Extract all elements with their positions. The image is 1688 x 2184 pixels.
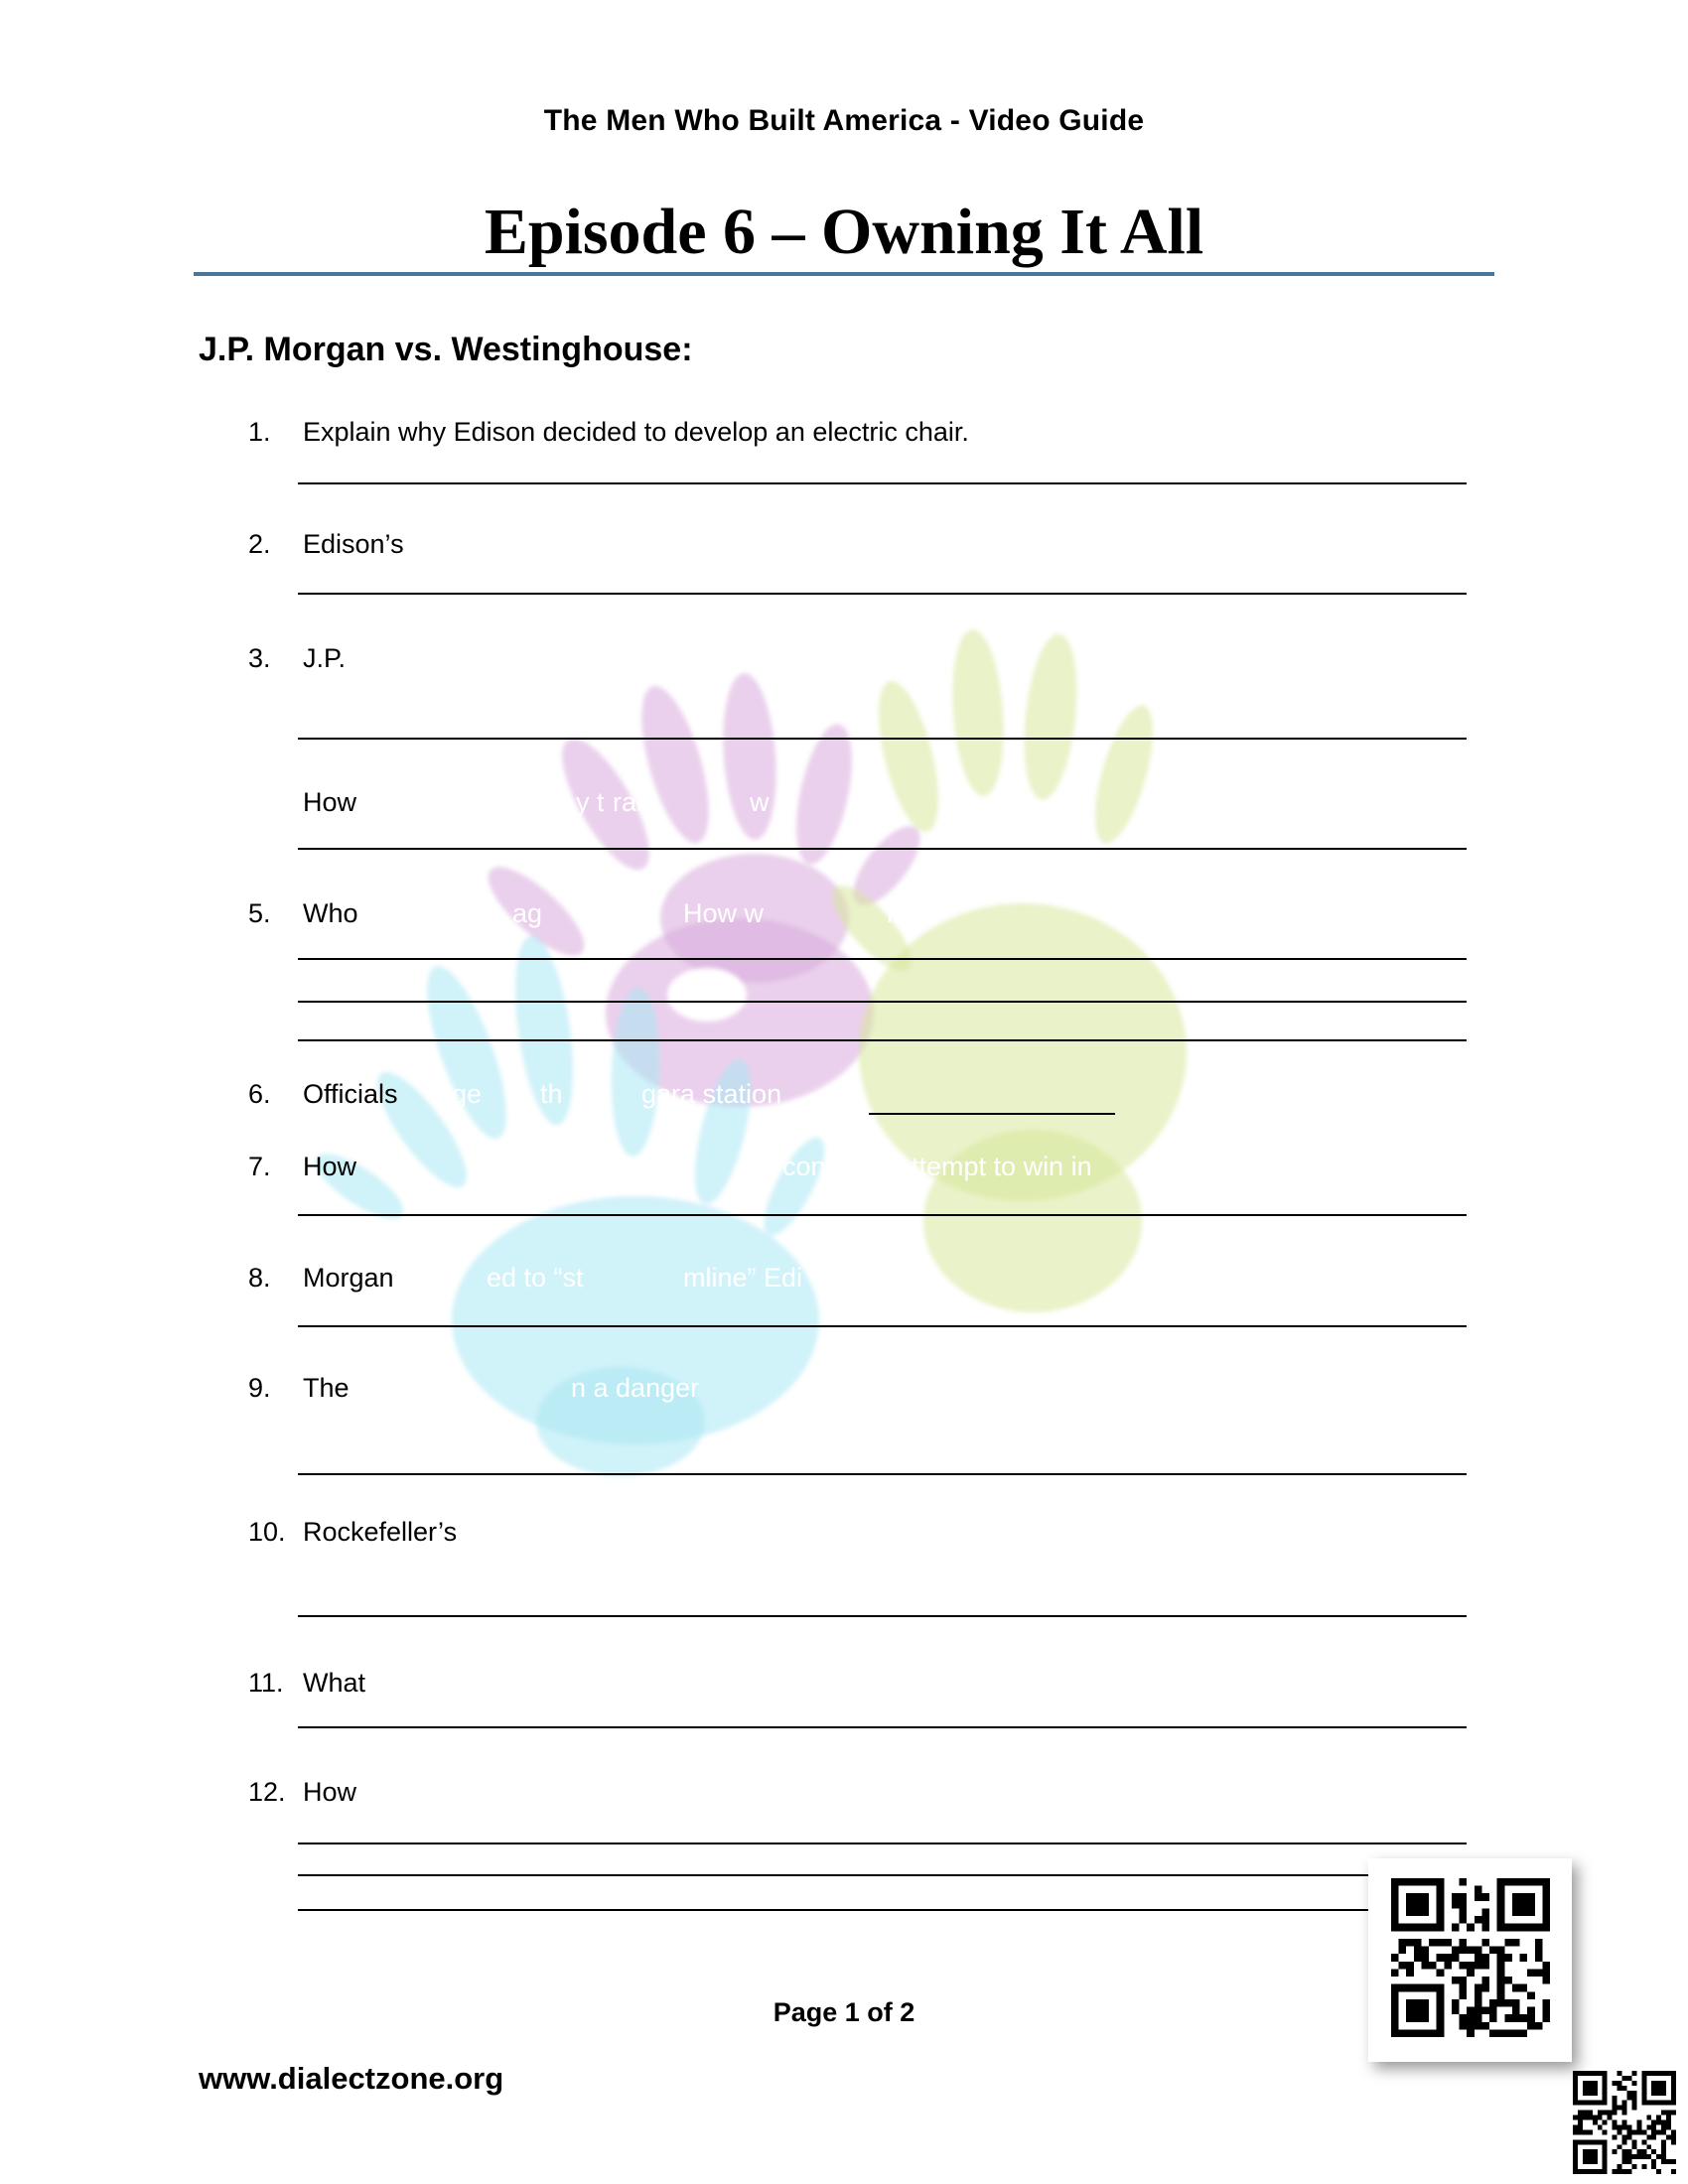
- answer-line: [298, 1843, 1467, 1844]
- answer-line: [298, 958, 1467, 960]
- question-text: The: [303, 1373, 350, 1403]
- question-text: Explain why Edison decided to develop an electric chair.: [303, 417, 969, 447]
- answer-line-short: [869, 1113, 1115, 1115]
- answer-line: [298, 593, 1467, 595]
- qr-card: [1368, 1858, 1572, 2062]
- answer-line: [298, 1726, 1467, 1728]
- question-text: Edison’s: [303, 529, 404, 559]
- hidden-text-fragment: mline” Edi: [683, 1263, 803, 1293]
- question-text: J.P.: [303, 643, 347, 673]
- question-number: 2.: [248, 529, 271, 559]
- question-number: 6.: [248, 1079, 271, 1109]
- hidden-text-fragment: w: [750, 787, 770, 817]
- page-number: Page 1 of 2: [773, 1997, 915, 2027]
- website-url: www.dialectzone.org: [199, 2061, 504, 2096]
- qr-code-large: [1391, 1878, 1550, 2042]
- answer-line: [298, 482, 1467, 484]
- answer-line: [298, 1001, 1467, 1003]
- answer-line: [298, 1473, 1467, 1475]
- question-text: Who: [303, 898, 358, 928]
- hidden-text-fragment: gara station: [641, 1079, 782, 1109]
- question-number: 5.: [248, 898, 271, 928]
- answer-line: [298, 1615, 1467, 1617]
- hidden-text-fragment: th: [540, 1079, 563, 1109]
- answer-line: [298, 1214, 1467, 1216]
- question-number: 10.: [248, 1517, 286, 1547]
- hidden-text-fragment: in: [887, 898, 909, 928]
- question-number: 9.: [248, 1373, 271, 1403]
- answer-line: [298, 1909, 1467, 1911]
- green-handprint: [820, 627, 1187, 1312]
- hidden-text-fragment: n a danger: [571, 1373, 700, 1403]
- question-text: Rockefeller’s: [303, 1517, 458, 1547]
- answer-line: [298, 848, 1467, 850]
- question-text: Morgan: [303, 1263, 394, 1293]
- question-text: Officials: [303, 1079, 398, 1109]
- answer-line: [298, 1325, 1467, 1327]
- hidden-text-fragment: How w: [683, 898, 765, 928]
- question-text: How: [303, 1152, 357, 1181]
- question-text: What: [303, 1668, 366, 1698]
- document-header: The Men Who Built America - Video Guide: [543, 104, 1145, 137]
- answer-line: [298, 1874, 1467, 1876]
- answer-line: [298, 738, 1467, 740]
- hidden-text-fragment: ral: [613, 787, 643, 817]
- question-text: How: [303, 1777, 357, 1807]
- hidden-text-fragment: y t: [576, 787, 605, 817]
- qr-code-small: [1573, 2071, 1676, 2174]
- hidden-text-fragment: rge: [443, 1079, 483, 1109]
- hidden-text-fragment: attempt to win in: [897, 1152, 1092, 1181]
- question-number: 1.: [248, 417, 271, 447]
- question-number: 7.: [248, 1152, 271, 1181]
- episode-title: Episode 6 – Owning It All: [484, 196, 1204, 268]
- hidden-text-fragment: con: [782, 1152, 826, 1181]
- question-number: 3.: [248, 643, 271, 673]
- question-number: 12.: [248, 1777, 286, 1807]
- hidden-text-fragment: ed to “st: [487, 1263, 584, 1293]
- hidden-text-fragment: ag: [512, 898, 543, 928]
- section-heading: J.P. Morgan vs. Westinghouse:: [199, 331, 693, 368]
- question-number: 11.: [248, 1668, 284, 1698]
- question-number: 8.: [248, 1263, 271, 1293]
- question-text: How: [303, 787, 357, 817]
- answer-line: [298, 1039, 1467, 1041]
